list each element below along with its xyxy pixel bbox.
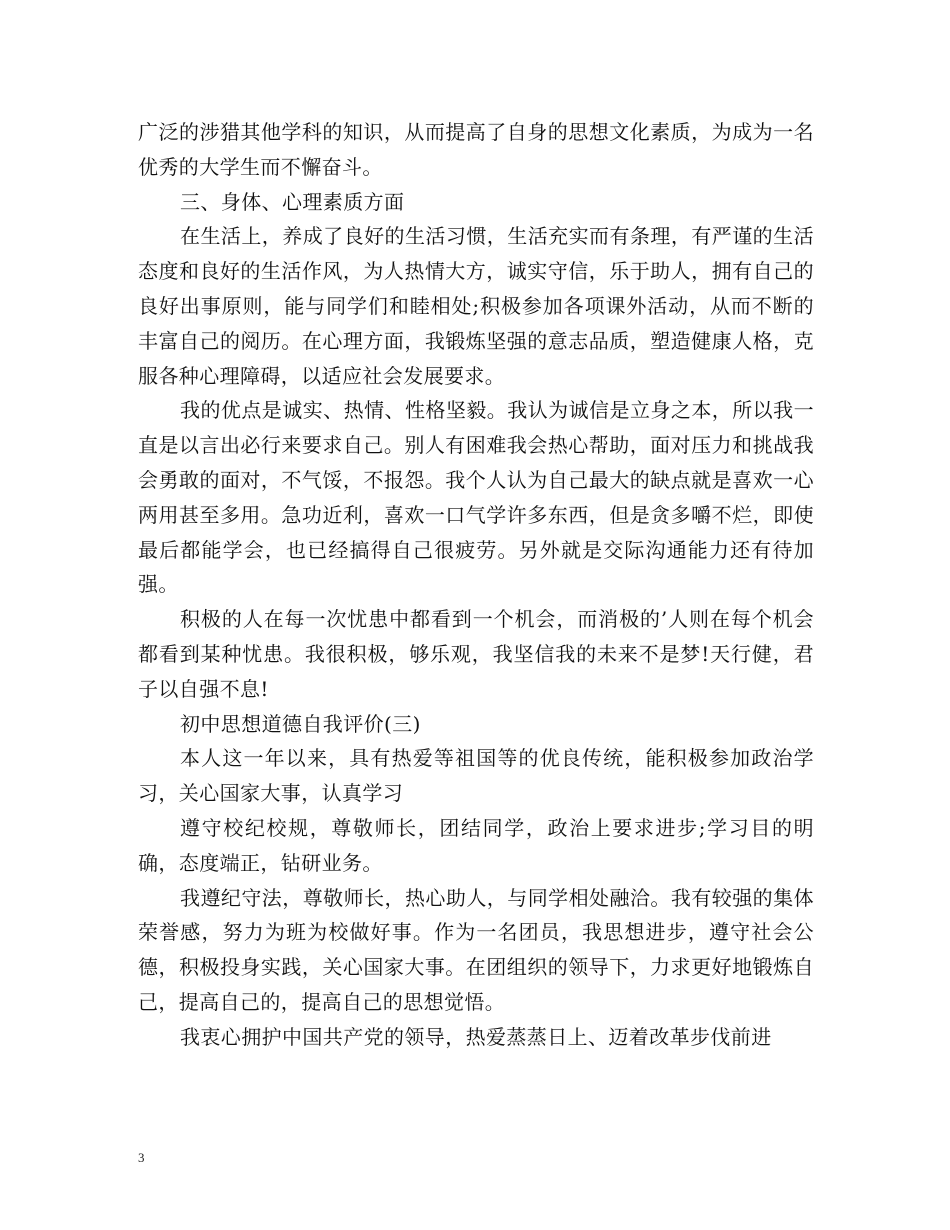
page-number: 3 (138, 1150, 145, 1165)
paragraph-discipline: 我遵纪守法，尊敬师长，热心助人，与同学相处融洽。我有较强的集体荣誉感，努力为班为校做好事。作为一名团员，我思想进步，遵守社会公德，积极投身实践，关心国家大事。在团组织的领导下，力求更好地锻炼自己，提高自己的，提高自己的思想觉悟。 (138, 885, 814, 1014)
section-title-self-evaluation-3: 初中思想道德自我评价(三) (180, 711, 421, 736)
paragraph-optimism: 积极的人在每一次忧患中都看到一个机会，而消极的’人则在每个机会都看到某种忧患。我很积极，够乐观，我坚信我的未来不是梦!天行健，君子以自强不息! (138, 607, 814, 701)
paragraph-school-rules: 遵守校纪校规，尊敬师长，团结同学，政治上要求进步;学习目的明确，态度端正，钻研业务。 (138, 815, 814, 875)
section-heading-body-mind: 三、身体、心理素质方面 (180, 189, 405, 214)
document-body (138, 115, 814, 1055)
paragraph-party-support: 我衷心拥护中国共产党的领导，热爱蒸蒸日上、迈着改革步伐前进 (180, 1024, 772, 1049)
paragraph-life-habits: 在生活上，养成了良好的生活习惯，生活充实而有条理，有严谨的生活态度和良好的生活作风，为人热情大方，诚实守信，乐于助人，拥有自己的良好出事原则，能与同学们和睦相处;积极参加各项课外活动，从而不断的丰富自己的阅历。在心理方面，我锻炼坚强的意志品质，塑造健康人格，克服各种心理障碍，以适应社会发展要求。 (138, 224, 814, 388)
paragraph-strengths-weaknesses: 我的优点是诚实、热情、性格坚毅。我认为诚信是立身之本，所以我一直是以言出必行来要求自己。别人有困难我会热心帮助，面对压力和挑战我会勇敢的面对，不气馁，不报怨。我个人认为自己最大的缺点就是喜欢一心两用甚至多用。急功近利，喜欢一口气学许多东西，但是贪多嚼不烂，即使最后都能学会，也已经搞得自己很疲劳。另外就是交际沟通能力还有待加强。 (138, 398, 814, 597)
paragraph-1: 广泛的涉猎其他学科的知识，从而提高了自身的思想文化素质，为成为一名优秀的大学生而不懈奋斗。 (138, 120, 814, 179)
paragraph-year-review: 本人这一年以来，具有热爱等祖国等的优良传统，能积极参加政治学习，关心国家大事，认真学习 (138, 746, 814, 806)
